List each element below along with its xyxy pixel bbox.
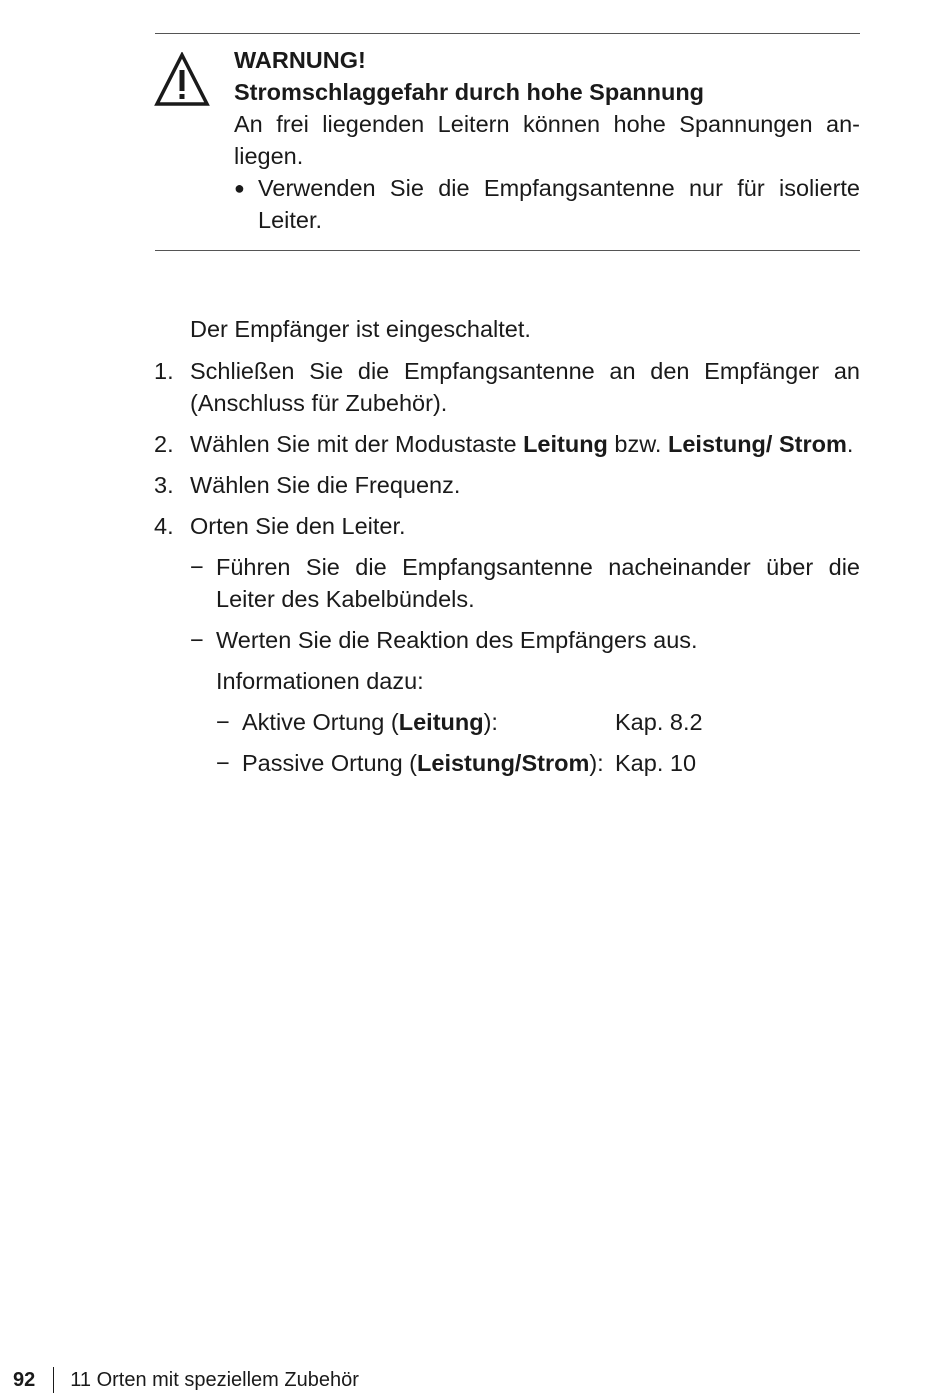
step-text: Orten Sie den Leiter. [190,513,406,539]
warning-bottom-rule [155,250,860,251]
step-text-part: . [846,431,854,457]
reference-mode: Leitung [398,709,484,735]
reference-row [216,747,860,779]
step-text: Schließen Sie die Empfangsantenne an den Empfänger an (Anschluss für Zubehör). [190,358,860,416]
precondition: Der Empfänger ist eingeschaltet. [190,316,531,342]
reference-mode: Leistung/Strom [417,750,590,776]
reference-label [216,706,615,738]
warning-subtitle: Stromschlaggefahr durch hohe Spannung [234,79,705,105]
reference-text-part: Passive Ortung ( [242,750,418,776]
substep-list [190,551,860,656]
warning-bullet-text: Verwenden Sie die Empfangsantenne nur für isolierte Leiter. [258,175,860,233]
footer-separator [53,1367,54,1393]
warning-box [234,44,860,236]
substep-text: Werten Sie die Reaktion des Empfängers aus. [216,627,698,653]
reference-text-part: ): [483,709,498,735]
warning-triangle-icon [154,52,210,108]
warning-top-rule [155,33,860,34]
step-text-part: Wählen Sie mit der Modustaste [190,431,524,457]
step-4 [154,510,860,542]
page-number: 92 [13,1369,36,1391]
substep [190,551,860,615]
step-text: Wählen Sie die Frequenz. [190,472,461,498]
reference-label [216,747,615,779]
bullet-icon: ● [234,178,245,198]
dash-icon: − [216,709,230,735]
step-number: 2. [154,431,174,457]
step-list [154,355,860,788]
step-number: 3. [154,472,174,498]
step-number: 1. [154,358,174,384]
dash-icon: − [216,750,230,776]
info-label: Informationen dazu: [216,668,424,694]
step-1 [154,355,860,419]
substep [190,624,860,656]
reference-row [216,706,860,738]
warning-title: WARNUNG! [234,47,366,73]
reference-chapter: Kap. 8.2 [615,709,703,735]
step-3 [154,469,860,501]
step-text-part: bzw. [607,431,668,457]
substep-text: Führen Sie die Empfangsantenne nacheinander über die Leiter des Kabelbündels. [216,554,860,612]
reference-text-part: Aktive Ortung ( [242,709,399,735]
mode-leistung-strom: Leistung/ Strom [668,431,847,457]
mode-leitung: Leitung [523,431,608,457]
step-text [190,428,860,460]
page-footer [13,1366,359,1394]
warning-text: An frei liegenden Leitern können hohe Spannungen an-liegen. [234,111,860,169]
reference-chapter: Kap. 10 [615,750,697,776]
reference-text-part: ): [589,750,604,776]
warning-bullet [234,172,860,236]
dash-icon: − [190,627,204,653]
step-2 [154,428,860,460]
dash-icon: − [190,554,204,580]
step-number: 4. [154,513,174,539]
chapter-title: 11 Orten mit speziellem Zubehör [70,1369,359,1391]
